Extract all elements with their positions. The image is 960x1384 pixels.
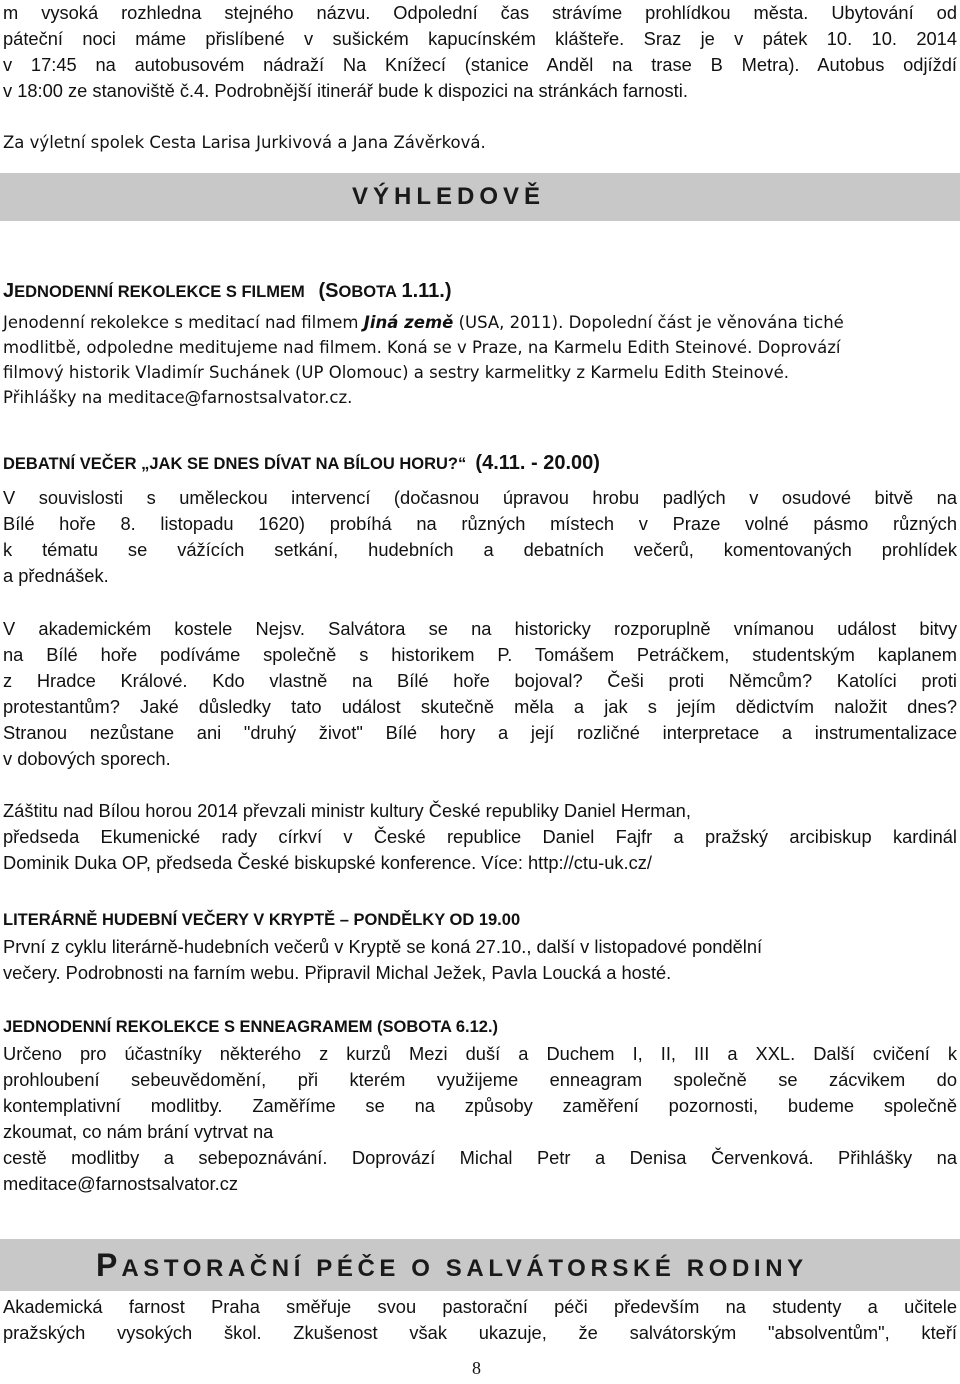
text-line: v 17:45 na autobusovém nádraží Na Knížecí (stanice Anděl na trase B Metra). Autobus odjíždí [3,54,957,75]
text-line: Jenodenní rekolekce s meditací nad filmem Jiná země (USA, 2011). Dopolední část je věnována tiché [3,313,844,332]
section4-paragraph [3,1041,957,1197]
section3-paragraph [3,934,957,986]
text-line: v dobových sporech. [3,748,171,769]
intro-paragraph [3,0,957,104]
text-line: na Bílé hoře podíváme společně s historikem P. Tomášem Petráčkem, studentským kaplanem [3,644,957,665]
text-line: Přihlášky na meditace@farnostsalvator.cz. [3,388,353,407]
section-banner [0,1239,960,1291]
banner-title: VÝHLEDOVĚ [352,183,546,210]
text-line: prohloubení sebeuvědomění, při kterém využijeme enneagram společně se zácvikem do [3,1069,957,1090]
text-line: Stranou nezůstane ani "druhý život" Bílé hory a její rozličné interpretace a instrumentalizace [3,722,957,743]
section-heading: DEBATNÍ VEČER „JAK SE DNES DÍVAT NA BÍLOU HORU?“ (4.11. - 20.00) [3,452,600,474]
signature-line: Za výletní spolek Cesta Larisa Jurkivová a Jana Závěrková. [3,133,486,152]
section1-paragraph [3,310,957,410]
banner-title: PASTORAČNÍ PÉČE O SALVÁTORSKÉ RODINY [96,1247,808,1283]
text-line: v 18:00 ze stanoviště č.4. Podrobnější itinerář bude k dispozici na stránkách farnosti. [3,80,688,101]
film-title: Jiná země [363,313,454,332]
text-line: V akademickém kostele Nejsv. Salvátora se na historicky rozporuplně vnímanou událost bitvy [3,618,957,639]
section-heading: LITERÁRNĚ HUDEBNÍ VEČERY V KRYPTĚ – PONDĚLKY OD 19.00 [3,911,521,929]
page-number: 8 [472,1358,481,1378]
section2-paragraph-3 [3,798,957,876]
text-line: páteční noci máme přislíbené v sušickém kapucínském klášteře. Sraz je v pátek 10. 10. 2014 [3,28,957,49]
section-heading: JEDNODENNÍ REKOLEKCE S ENNEAGRAMEM (SOBOTA 6.12.) [3,1018,499,1036]
text-line: Dominik Duka OP, předseda České biskupské konference. Více: http://ctu-uk.cz/ [3,852,652,873]
text-line: protestantům? Jaké důsledky tato událost skutečně měla a jak s jejím dědictvím naložit dnes? [3,696,957,717]
text-line: modlitbě, odpoledne meditujeme nad filmem. Koná se v Praze, na Karmelu Edith Steinové. Doprovází [3,338,841,357]
text-line: Akademická farnost Praha směřuje svou pastorační péči především na studenty a učitele [3,1296,957,1317]
text-line: První z cyklu literárně-hudebních večerů v Kryptě se koná 27.10., další v listopadové pondělní [3,936,763,957]
text-line: filmový historik Vladimír Suchánek (UP Olomouc) a sestry karmelitky z Karmelu Edith Steinové. [3,363,790,382]
section2-paragraph-2 [3,616,957,772]
text-line: večery. Podrobnosti na farním webu. Připravil Michal Ježek, Pavla Loucká a hosté. [3,962,672,983]
text-line: k tématu se vážících setkání, hudebních a debatních večerů, komentovaných prohlídek [3,539,957,560]
intro-signature [3,130,957,156]
text-line: Určeno pro účastníky některého z kurzů Mezi duší a Duchem I, II, III a XXL. Další cvičení k [3,1043,957,1064]
text-line: z Hradce Králové. Kdo vlastně na Bílé hoře bojoval? Češi proti Němcům? Katolíci proti [3,670,957,691]
text-line: předseda Ekumenické rady církví v České republice Daniel Fajfr a pražský arcibiskup kardinál [3,826,957,847]
text-line: zkoumat, co nám brání vytrvat na [3,1121,274,1142]
section2-paragraph-1 [3,485,957,589]
text-line: Záštitu nad Bílou horou 2014 převzali ministr kultury České republiky Daniel Herman, [3,800,691,821]
text-line: meditace@farnostsalvator.cz [3,1173,238,1194]
section-banner [0,173,960,221]
section-heading: JEDNODENNÍ REKOLEKCE S FILMEM (SOBOTA 1.11.) [3,280,452,302]
text-line: cestě modlitby a sebepoznávání. Doprovází Michal Petr a Denisa Červenková. Přihlášky na [3,1147,957,1168]
text-line: pražských vysokých škol. Zkušenost však ukazuje, že salvátorským "absolventům", kteří [3,1322,957,1343]
text-line: V souvislosti s uměleckou intervencí (dočasnou úpravou hrobu padlých v osudové bitvě na [3,487,957,508]
text-line: Bílé hoře 8. listopadu 1620) probíhá na různých místech v Praze volné pásmo různých [3,513,957,534]
text-line: a přednášek. [3,565,109,586]
section5-paragraph [3,1294,957,1346]
text-line: m vysoká rozhledna stejného názvu. Odpolední čas strávíme prohlídkou města. Ubytování od [3,2,957,23]
text-line: kontemplativní modlitby. Zaměříme se na způsoby zaměření pozornosti, budeme společně [3,1095,957,1116]
